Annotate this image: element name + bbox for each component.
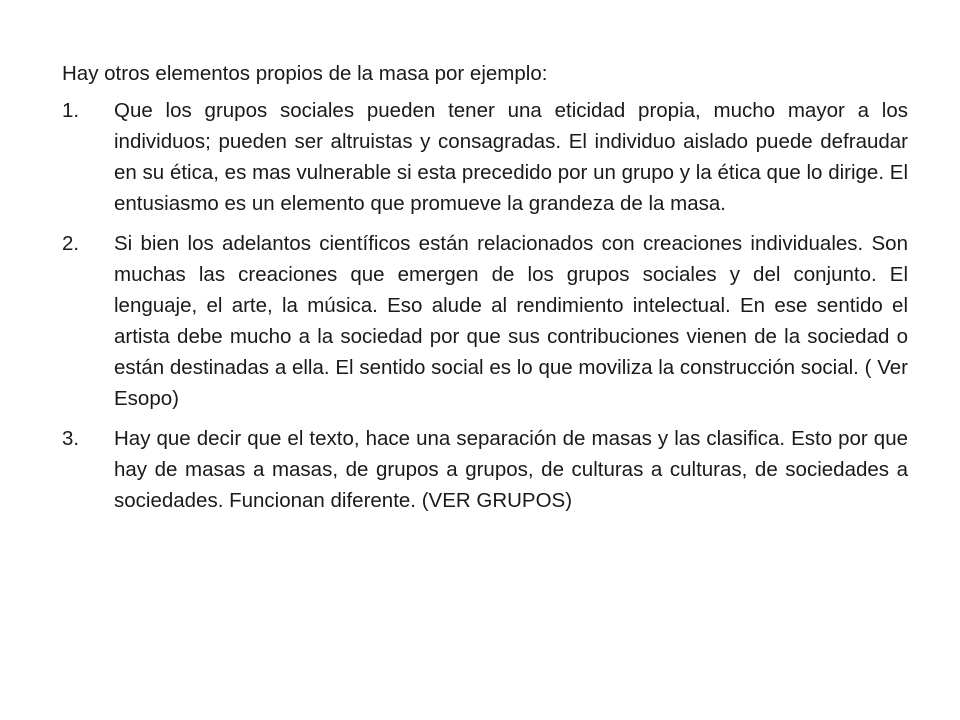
- list-item-number: 2.: [62, 232, 80, 255]
- slide-content: [62, 58, 908, 525]
- list-item-text: Si bien los adelantos científicos están relacionados con creaciones individuales. Son muchas las creaciones que emergen de los grupos sociales y del conjunto. El lenguaje, el arte, la música. Eso alude al rendimiento intelectual. En ese sentido el artista debe mucho a la sociedad por que sus contribuciones vienen de la sociedad o están destinadas a ella. El sentido social es lo que moviliza la construcción social. ( Ver Esopo): [114, 232, 908, 410]
- list-item: [62, 228, 908, 414]
- list-item: [62, 423, 908, 516]
- intro-text: Hay otros elementos propios de la masa por ejemplo:: [62, 62, 548, 85]
- list-item-text: Hay que decir que el texto, hace una separación de masas y las clasifica. Esto por que hay de masas a masas, de grupos a grupos, de culturas a culturas, de sociedades a sociedades. Funcionan diferente. (VER GRUPOS): [114, 427, 908, 512]
- list-item-number: 3.: [62, 427, 80, 450]
- list-item-text: Que los grupos sociales pueden tener una eticidad propia, mucho mayor a los individuos; pueden ser altruistas y consagradas. El individuo aislado puede defraudar en su ética, es mas vulnerable si esta precedido por un grupo y la ética que lo dirige. El entusiasmo es un elemento que promueve la grandeza de la masa.: [114, 99, 908, 215]
- numbered-list: [62, 95, 908, 516]
- list-item-number: 1.: [62, 99, 80, 122]
- list-item: [62, 95, 908, 219]
